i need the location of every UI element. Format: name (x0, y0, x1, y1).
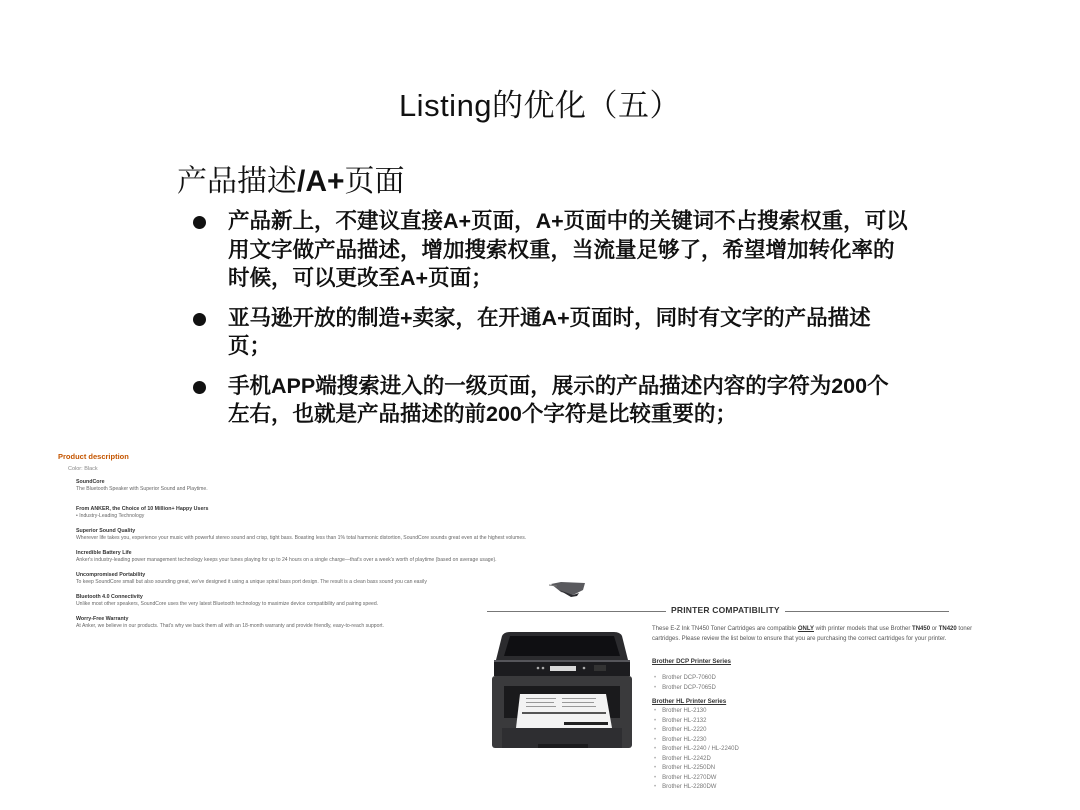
bullet-item (193, 207, 913, 293)
pd-section-body: • Industry-Leading Technology (76, 513, 145, 519)
printer-model: • Brother HL-2280DW (654, 783, 852, 793)
printer-model: • Brother DCP-7060D (654, 674, 852, 684)
bullet-text: 产品新上，不建议直接A+页面，A+页面中的关键词不占搜索权重，可以用文字做产品描述，增加搜索权重，当流量足够了，希望增加转化率的时候，可以更改至A+页面； (228, 209, 908, 290)
printer-model: • Brother DCP-7065D (654, 684, 852, 694)
bullet-dot-icon (193, 381, 206, 394)
pd-section (76, 594, 618, 608)
printer-image (488, 628, 636, 756)
pd-section-heading: Worry-Free Warranty (76, 616, 129, 622)
printer-model: • Brother HL-2132 (654, 717, 852, 727)
bullet-text: 手机APP端搜索进入的一级页面，展示的产品描述内容的字符为200个左右，也就是产品描述的前200个字符是比较重要的； (228, 373, 889, 426)
compat-description: These E-Z Ink TN450 Toner Cartridges are compatible ONLY with printer models that use Brother TN450 or TN420 toner cartridges. Please review the list below to ensure that you are purchasing the correct cartridges for your printer. (652, 626, 973, 642)
pd-section (76, 528, 618, 542)
printer-compatibility-title: PRINTER COMPATIBILITY (666, 605, 785, 615)
printer-series-dcp (652, 657, 852, 693)
bullet-text: 亚马逊开放的制造+卖家，在开通A+页面时，同时有文字的产品描述页； (228, 305, 871, 358)
printer-model: • Brother HL-2242D (654, 755, 852, 765)
pd-section-heading: Superior Sound Quality (76, 528, 136, 534)
pd-section-heading: SoundCore (76, 479, 105, 485)
product-color: Color: Black (68, 466, 98, 472)
printer-model: • Brother HL-2240 / HL-2240D (654, 745, 852, 755)
bullet-dot-icon (193, 216, 206, 229)
series-list (654, 707, 852, 793)
pd-section-body: Wherever life takes you, experience your music with powerful stereo sound and crisp, tight bass. Boasting less than 1% total harmonic distortion, SoundCore sounds great even at the highest volumes. (76, 535, 527, 541)
slide-title: Listing的优化（五） (398, 88, 682, 123)
pd-section-heading: Incredible Battery Life (76, 550, 132, 556)
product-description-title: Product description (58, 452, 129, 461)
printer-model: • Brother HL-2250DN (654, 764, 852, 774)
pd-section-heading: Bluetooth 4.0 Connectivity (76, 594, 143, 600)
series-list (654, 674, 852, 693)
series-heading: Brother DCP Printer Series (652, 658, 731, 665)
pd-section-body: At Anker, we believe in our products. That's why we back them all with an 18-month warranty and provide friendly, easy-to-reach support. (76, 623, 384, 629)
pd-section (76, 572, 618, 586)
printer-model: • Brother HL-2270DW (654, 774, 852, 784)
printer-model: • Brother HL-2130 (654, 707, 852, 717)
series-heading: Brother HL Printer Series (652, 698, 727, 705)
printer-series-hl (652, 697, 852, 793)
bullet-item (193, 372, 913, 429)
pd-section-body: Anker's industry-leading power management technology keeps your tunes playing for up to 24 hours on a single charge—that's over a week's worth of playtime (based on average usage). (76, 557, 497, 563)
toner-cartridge-image (549, 580, 589, 598)
pd-section-body: Unlike most other speakers, SoundCore uses the very latest Bluetooth technology to maximize device compatibility and pairing speed. (76, 601, 379, 607)
pd-section (76, 550, 618, 564)
printer-model: • Brother HL-2220 (654, 726, 852, 736)
pd-section-body: To keep SoundCore small but also sounding great, we've designed it using a unique spiral bass port design. The result is a clean bass sound you can easily (76, 579, 427, 585)
pd-section (76, 506, 618, 520)
bullet-item (193, 304, 913, 361)
pd-section-heading: From ANKER, the Choice of 10 Million+ Happy Users (76, 506, 209, 512)
pd-section-heading: Uncompromised Portability (76, 572, 146, 578)
pd-section (76, 479, 618, 493)
bullet-dot-icon (193, 313, 206, 326)
bullet-list (193, 207, 913, 440)
pd-section-body: The Bluetooth Speaker with Superior Sound and Playtime. (76, 486, 208, 492)
section-heading: 产品描述/A+页面 (177, 165, 405, 198)
printer-model: • Brother HL-2230 (654, 736, 852, 746)
